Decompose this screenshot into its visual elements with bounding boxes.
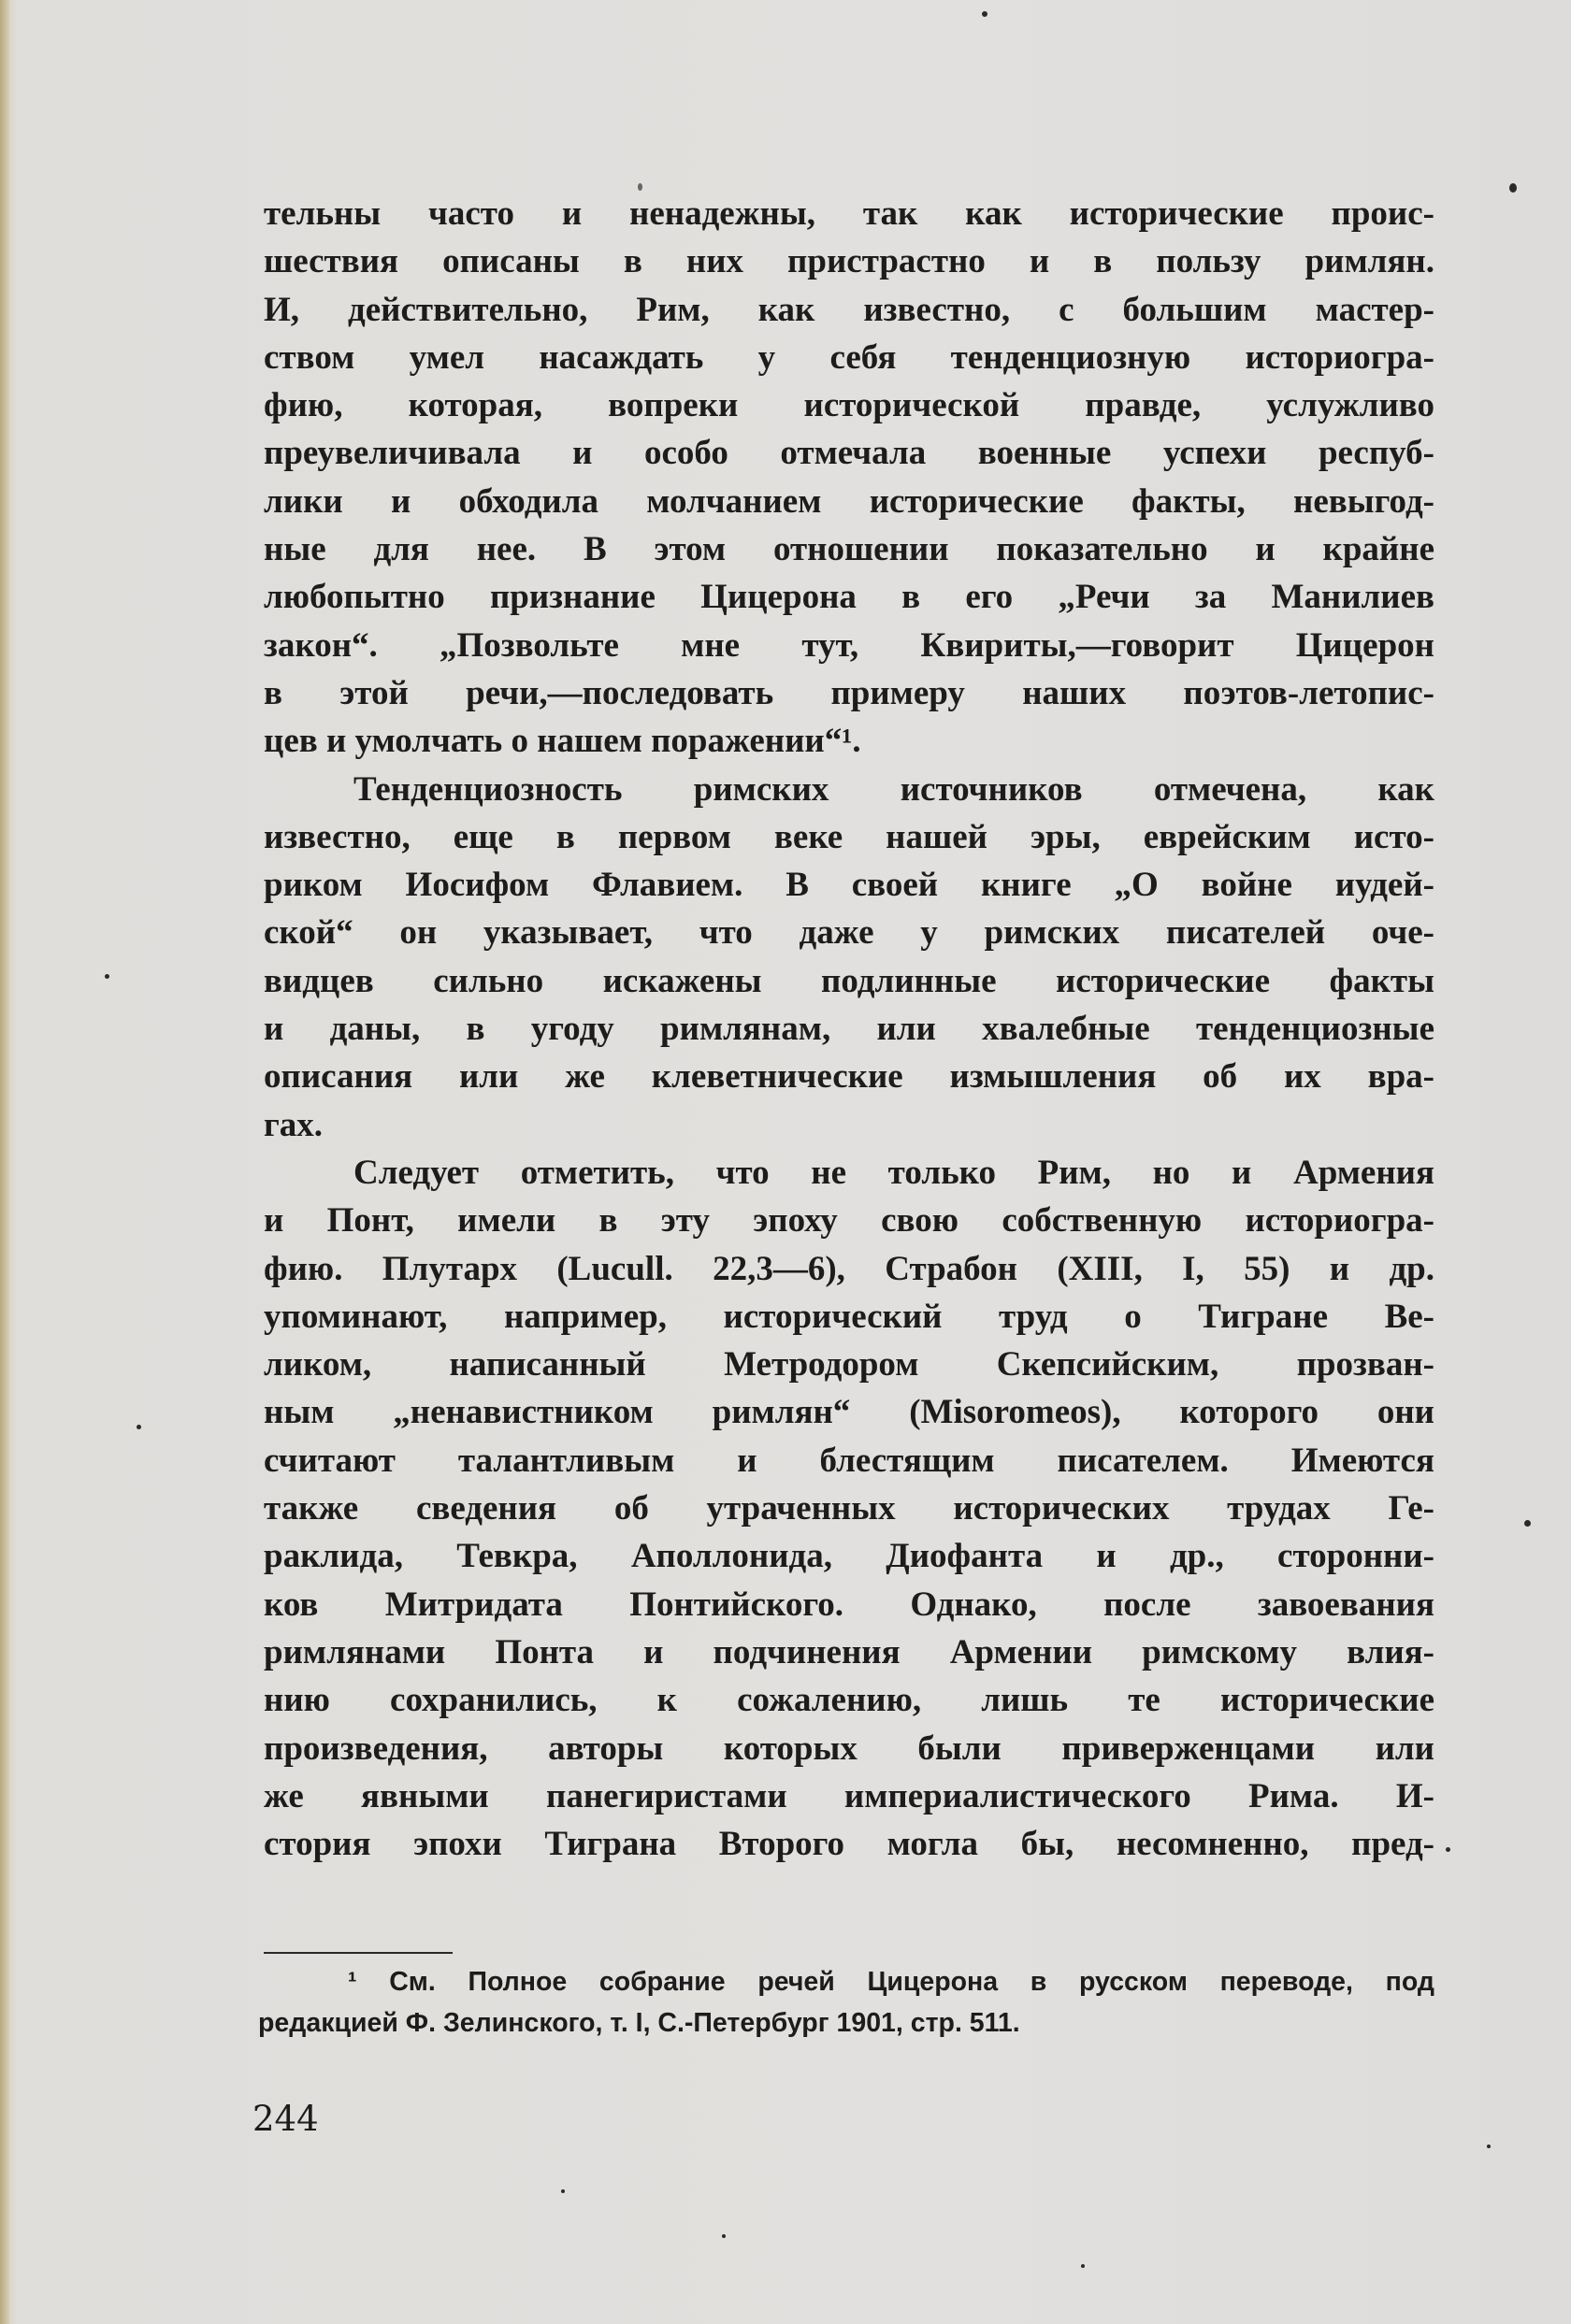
text-line: Следует отметить, что не только Рим, но и Армения	[353, 1153, 1434, 1192]
scan-speck	[1524, 1520, 1531, 1527]
text-line: фию, которая, вопреки исторической правде, услужливо	[264, 386, 1434, 425]
footnote-line: редакцией Ф. Зелинского, т. I, С.-Петербург 1901, стр. 511.	[258, 2008, 1020, 2038]
text-line: ской“ он указывает, что даже у римских писателей оче-	[264, 913, 1434, 953]
body-text	[264, 190, 1434, 1868]
text-line: известно, еще в первом веке нашей эры, еврейским исто-	[264, 817, 1434, 856]
text-line: раклида, Тевкра, Аполлонида, Диофанта и др., сторонни-	[264, 1537, 1434, 1576]
paragraph-3	[264, 1149, 1434, 1868]
page-spine-edge	[0, 0, 9, 2324]
text-line: ством умел насаждать у себя тенденциозную историогра-	[264, 337, 1434, 377]
text-line: упоминают, например, исторический труд о Тигране Ве-	[264, 1297, 1434, 1336]
text-line: видцев сильно искажены подлинные исторические факты	[264, 961, 1434, 1000]
text-line: и даны, в угоду римлянам, или хвалебные тенденциозные	[264, 1010, 1434, 1049]
scan-speck	[1487, 2145, 1491, 2148]
page-number: 244	[252, 2099, 319, 2139]
text-line: гах.	[264, 1105, 324, 1144]
text-line: преувеличивала и особо отмечала военные успехи респуб-	[264, 434, 1434, 473]
scan-speck	[105, 974, 109, 979]
text-line: Тенденциозность римских источников отмечена, как	[353, 769, 1434, 809]
text-line: ным „ненавистником римлян“ (Misoromeos), которого они	[264, 1393, 1434, 1432]
text-line: же явными панегиристами империалистического Рима. И-	[264, 1776, 1434, 1815]
scan-speck	[722, 2234, 726, 2238]
text-line: шествия описаны в них пристрастно и в пользу римлян.	[264, 242, 1434, 281]
text-line: лики и обходила молчанием исторические факты, невыгод-	[264, 481, 1434, 521]
scan-speck	[982, 11, 987, 17]
text-line: также сведения об утраченных исторических трудах Ге-	[264, 1489, 1434, 1528]
text-line: в этой речи,—последовать примеру наших поэтов-летопис-	[264, 673, 1434, 712]
text-line: И, действительно, Рим, как известно, с большим мастер-	[264, 290, 1434, 329]
text-line: ков Митридата Понтийского. Однако, после завоевания	[264, 1585, 1434, 1624]
text-line: произведения, авторы которых были приверженцами или	[264, 1729, 1434, 1768]
text-line: нию сохранились, к сожалению, лишь те исторические	[264, 1681, 1434, 1720]
scan-speck	[638, 183, 642, 191]
text-line: риком Иосифом Флавием. В своей книге „О войне иудей-	[264, 866, 1434, 905]
text-line: стория эпохи Тиграна Второго могла бы, несомненно, пред-	[264, 1825, 1434, 1864]
footnote-line: ¹ См. Полное собрание речей Цицерона в русском переводе, под	[348, 1967, 1434, 1997]
text-line: римлянами Понта и подчинения Армении римскому влия-	[264, 1632, 1434, 1671]
text-line: считают талантливым и блестящим писателем. Имеются	[264, 1441, 1434, 1480]
text-line: закон“. „Позвольте мне тут, Квириты,—говорит Цицерон	[264, 625, 1434, 665]
text-line: фию. Плутарх (Lucull. 22,3—6), Страбон (XIII, I, 55) и др.	[264, 1249, 1434, 1288]
scan-speck	[561, 2189, 565, 2193]
paragraph-2	[264, 766, 1434, 1149]
text-line: описания или же клеветнические измышления об их вра-	[264, 1057, 1434, 1097]
text-line: ликом, написанный Метродором Скепсийским, прозван-	[264, 1345, 1434, 1384]
paragraph-1	[264, 190, 1434, 766]
text-line: любопытно признание Цицерона в его „Речи за Манилиев	[264, 578, 1434, 617]
text-line: тельны часто и ненадежны, так как исторические проис-	[264, 194, 1434, 233]
scan-speck	[1446, 1847, 1450, 1852]
scan-speck	[1509, 183, 1517, 193]
footnote-divider	[264, 1952, 453, 1954]
text-line: и Понт, имели в эту эпоху свою собственную историогра-	[264, 1201, 1434, 1241]
scan-speck	[1081, 2264, 1085, 2268]
text-line: ные для нее. В этом отношении показательно и крайне	[264, 530, 1434, 569]
text-line: цев и умолчать о нашем поражении“¹.	[264, 722, 861, 761]
scan-speck	[137, 1425, 141, 1429]
footnote	[258, 1961, 1434, 2044]
